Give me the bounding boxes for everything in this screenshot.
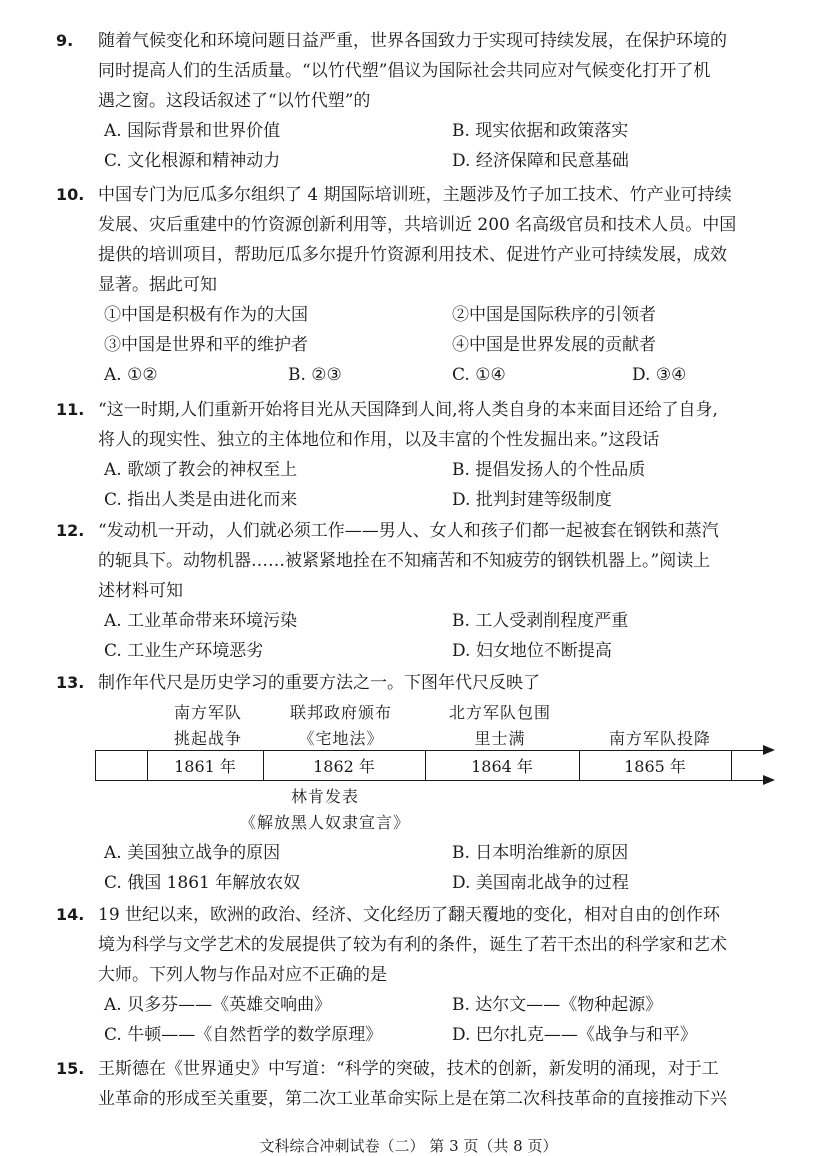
option-c: C. 牛顿——《自然哲学的数学原理》 — [104, 1025, 383, 1045]
option-b: B. 现实依据和政策落实 — [452, 121, 629, 141]
question-number: 9. — [56, 31, 74, 50]
option-c: C. 文化根源和精神动力 — [104, 151, 281, 171]
event-line: 《宅地法》 — [298, 729, 384, 748]
question-number: 12. — [56, 521, 85, 540]
event-line: 挑起战争 — [173, 729, 242, 748]
question-number: 14. — [56, 905, 85, 924]
timeline-tick — [731, 750, 732, 781]
question-text-line: 制作年代尺是历史学习的重要方法之一。下图年代尺反映了 — [98, 673, 540, 693]
question-10 — [56, 180, 802, 390]
timeline-event-label — [261, 700, 421, 752]
question-text-line: 述材料可知 — [98, 581, 183, 601]
question-text-line: 境为科学与文学艺术的发展提供了较为有利的条件，诞生了若干杰出的科学家和艺术 — [98, 935, 727, 955]
question-number: 10. — [56, 185, 85, 204]
timeline-event-label — [143, 700, 273, 752]
question-text-line: 大师。下列人物与作品对应不正确的是 — [98, 965, 387, 985]
timeline-axis-top — [95, 750, 767, 751]
question-text-line: 发展、灾后重建中的竹资源创新利用等，共培训近 200 名高级官员和技术人员。中国 — [98, 215, 737, 235]
option-a: A. ①② — [104, 365, 158, 385]
option-d: D. ③④ — [632, 365, 687, 385]
option-a: A. 美国独立战争的原因 — [104, 843, 281, 863]
option-b: B. ②③ — [288, 365, 342, 385]
question-number: 15. — [56, 1059, 85, 1078]
question-text-line: 中国专门为厄瓜多尔组织了 4 期国际培训班，主题涉及竹子加工技术、竹产业可持续 — [98, 185, 732, 205]
option-a: A. 工业革命带来环境污染 — [104, 611, 298, 631]
statement-4: ④中国是世界发展的贡献者 — [452, 335, 656, 355]
option-a: A. 贝多芬——《英雄交响曲》 — [104, 995, 332, 1015]
option-b: B. 达尔文——《物种起源》 — [452, 995, 663, 1015]
option-d: D. 妇女地位不断提高 — [452, 641, 612, 661]
event-line: 《解放黑人奴隶宣言》 — [239, 813, 410, 832]
event-line: 南方军队投降 — [608, 729, 711, 748]
option-b: B. 提倡发扬人的个性品质 — [452, 460, 646, 480]
question-text-line: 的轭具下。动物机器……被紧紧地拴在不知痛苦和不知疲劳的钢铁机器上。”阅读上 — [98, 551, 711, 571]
option-a: A. 国际背景和世界价值 — [104, 121, 281, 141]
question-text-line: “发动机一开动，人们就必须工作——男人、女人和孩子们都一起被套在钢铁和蒸汽 — [98, 521, 719, 541]
statement-1: ①中国是积极有作为的大国 — [104, 305, 308, 325]
page-footer: 文科综合冲刺试卷（二） 第 3 页（共 8 页） — [259, 1137, 558, 1155]
question-text-line: 遇之窗。这段话叙述了“以竹代塑”的 — [98, 91, 371, 111]
question-text-line: 随着气候变化和环境问题日益严重，世界各国致力于实现可持续发展，在保护环境的 — [98, 31, 727, 51]
option-d: D. 巴尔扎克——《战争与和平》 — [452, 1025, 697, 1045]
timeline-event-label — [225, 784, 425, 836]
timeline-figure — [95, 700, 785, 835]
timeline-year: 1862 年 — [313, 757, 375, 776]
option-c: C. 指出人类是由进化而来 — [104, 490, 298, 510]
event-line: 林肯发表 — [290, 787, 359, 806]
timeline-year: 1865 年 — [624, 757, 686, 776]
option-b: B. 日本明治维新的原因 — [452, 843, 629, 863]
question-13-options — [60, 838, 802, 898]
event-line: 北方军队包围 — [448, 703, 551, 722]
statement-3: ③中国是世界和平的维护者 — [104, 335, 308, 355]
event-line: 南方军队 — [173, 703, 242, 722]
question-13 — [56, 668, 802, 698]
question-number: 11. — [56, 400, 85, 419]
question-14 — [56, 900, 802, 1050]
question-11 — [56, 395, 802, 515]
question-number: 13. — [56, 673, 85, 692]
question-9 — [56, 26, 802, 176]
event-line: 里士满 — [474, 729, 526, 748]
question-text-line: 业革命的形成至关重要，第二次工业革命实际上是在第二次科技革命的直接推动下兴 — [98, 1089, 727, 1109]
timeline-axis-bottom — [95, 780, 767, 781]
question-text-line: 同时提高人们的生活质量。“以竹代塑”倡议为国际社会共同应对气候变化打开了机 — [98, 61, 711, 81]
arrow-right-icon — [763, 775, 775, 785]
question-text-line: 19 世纪以来，欧洲的政治、经济、文化经历了翻天覆地的变化，相对自由的创作环 — [98, 905, 721, 925]
question-text-line: 王斯德在《世界通史》中写道：“科学的突破，技术的创新，新发明的涌现，对于工 — [98, 1059, 719, 1079]
statement-2: ②中国是国际秩序的引领者 — [452, 305, 656, 325]
option-c: C. ①④ — [452, 365, 506, 385]
question-text-line: 将人的现实性、独立的主体地位和作用，以及丰富的个性发掘出来。”这段话 — [98, 430, 660, 450]
option-c: C. 俄国 1861 年解放农奴 — [104, 873, 301, 893]
question-text-line: 提供的培训项目，帮助厄瓜多尔提升竹资源利用技术、促进竹产业可持续发展，成效 — [98, 245, 727, 265]
option-d: D. 美国南北战争的过程 — [452, 873, 629, 893]
option-a: A. 歌颂了教会的神权至上 — [104, 460, 298, 480]
question-12 — [56, 516, 802, 666]
event-line: 联邦政府颁布 — [289, 703, 392, 722]
timeline-event-label — [425, 700, 575, 752]
option-d: D. 经济保障和民意基础 — [452, 151, 629, 171]
timeline-year: 1861 年 — [174, 757, 236, 776]
question-15 — [56, 1054, 802, 1114]
question-text-line: “这一时期,人们重新开始将目光从天国降到人间,将人类自身的本来面目还给了自身, — [98, 400, 718, 420]
option-d: D. 批判封建等级制度 — [452, 490, 612, 510]
timeline-tick — [95, 750, 96, 781]
option-b: B. 工人受剥削程度严重 — [452, 611, 629, 631]
arrow-right-icon — [763, 745, 775, 755]
question-text-line: 显著。据此可知 — [98, 275, 217, 295]
timeline-event-label — [585, 726, 735, 752]
option-c: C. 工业生产环境恶劣 — [104, 641, 264, 661]
timeline-year: 1864 年 — [471, 757, 533, 776]
